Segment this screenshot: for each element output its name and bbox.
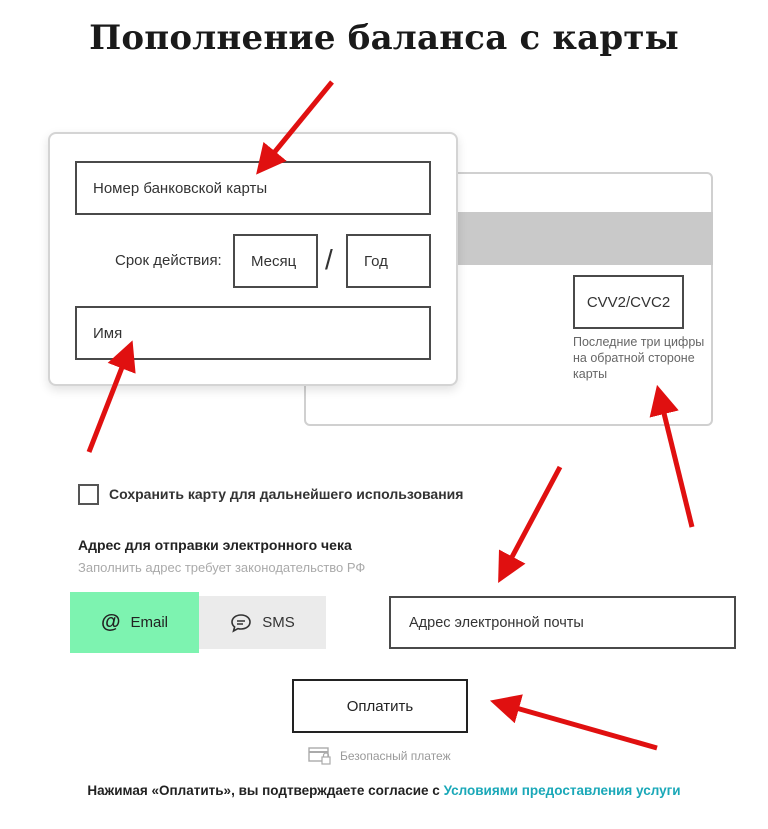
save-card-label[interactable]: Сохранить карту для дальнейшего использования	[109, 486, 464, 502]
magnetic-stripe	[454, 212, 713, 265]
tab-email-label: Email	[130, 614, 169, 631]
terms-link[interactable]: Условиями предоставления услуги	[443, 783, 681, 798]
expiry-month-input[interactable]: Месяц	[233, 234, 318, 288]
expiry-label: Срок действия:	[115, 252, 222, 269]
cvv-hint: Последние три цифры на обратной стороне карты	[573, 335, 705, 381]
tab-sms[interactable]	[199, 596, 326, 649]
arrow-to-email-field	[504, 467, 560, 572]
card-number-input[interactable]: Номер банковской карты	[75, 161, 431, 215]
cardholder-name-input[interactable]: Имя	[75, 306, 431, 360]
pay-button[interactable]: Оплатить	[292, 679, 468, 733]
cvv-input[interactable]: CVV2/CVC2	[573, 275, 684, 329]
tab-sms-label: SMS	[262, 614, 295, 631]
secure-payment-label: Безопасный платеж	[340, 749, 451, 763]
chat-bubble-icon	[230, 613, 252, 633]
tab-email[interactable]	[70, 592, 199, 653]
secure-payment	[308, 747, 451, 765]
receipt-note: Заполнить адрес требует законодательство РФ	[78, 560, 366, 575]
page-title: Пополнение баланса с карты	[89, 18, 679, 58]
at-icon: @	[100, 611, 121, 633]
agreement-prefix: Нажимая «Оплатить», вы подтверждаете согласие с	[87, 783, 444, 798]
save-card-checkbox[interactable]	[78, 484, 99, 505]
card-lock-icon	[308, 747, 332, 765]
expiry-year-input[interactable]: Год	[346, 234, 431, 288]
email-input[interactable]: Адрес электронной почты	[389, 596, 736, 649]
expiry-separator: /	[325, 244, 333, 275]
agreement-text	[0, 783, 768, 798]
receipt-title: Адрес для отправки электронного чека	[78, 537, 352, 553]
arrow-to-pay-button	[502, 704, 657, 748]
